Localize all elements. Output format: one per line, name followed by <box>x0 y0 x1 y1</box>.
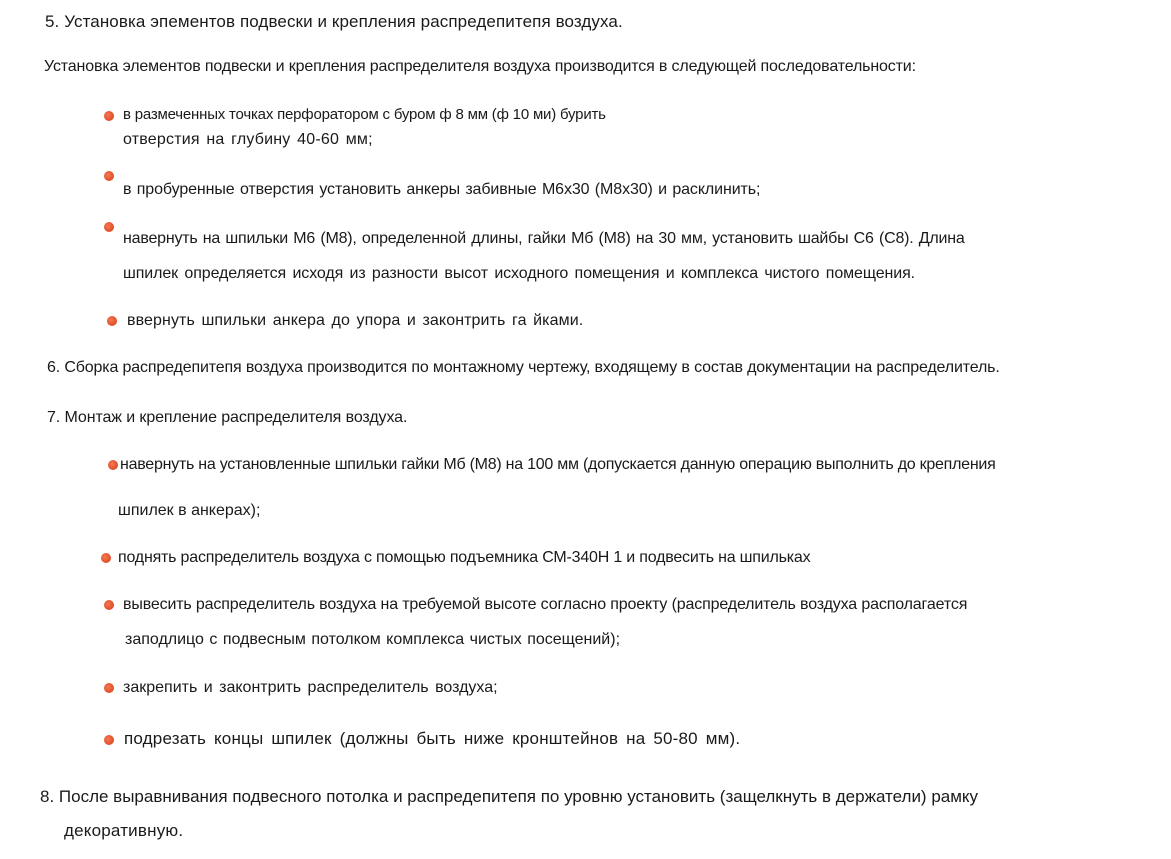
section-7-heading: Монтаж и крепление распределителя воздуха. <box>64 409 408 426</box>
section-7-heading-row <box>47 408 407 428</box>
orange-dot-icon <box>107 316 117 326</box>
section-7-item-1-line-1: навернуть на установленные шпильки гайки Мб (М8) на 100 мм (допускается данную операцию выполнить до крепления <box>120 456 996 473</box>
section-5-item-3-line-1: навернуть на шпильки М6 (М8), определенной длины, гайки Мб (М8) на 30 мм, установить шайбы С6 (С8). Длина <box>123 230 965 247</box>
section-5-intro: Установка элементов подвески и крепления распределителя воздуха производится в следующей последовательности: <box>44 58 916 75</box>
orange-dot-icon <box>104 600 114 610</box>
orange-dot-icon <box>104 171 114 181</box>
section-8-line-2: декоративную. <box>64 821 184 840</box>
section-5-item-2: в пробуренные отверстия установить анкеры забивные М6х30 (М8х30) и расклинить; <box>123 181 761 198</box>
orange-dot-icon <box>104 735 114 745</box>
orange-dot-icon <box>101 553 111 563</box>
section-7-number: 7. <box>47 409 61 426</box>
section-5-item-3-line-2: шпилек определяется исходя из разности высот исходного помещения и комплекса чистого помещения. <box>123 265 916 282</box>
section-7-item-3-line-1: вывесить распределитель воздуха на требуемой высоте согласно проекту (распределитель воздуха располагается <box>123 596 968 613</box>
section-7-item-4: закрепить и законтрить распределитель воздуха; <box>123 679 498 696</box>
section-7-item-3-line-2: заподлицо с подвесным потолком комплекса чистых посещений); <box>125 631 621 648</box>
orange-dot-icon <box>104 111 114 121</box>
section-5-heading: 5. Установка эпементов подвески и крепления распредепитепя воздуха. <box>45 12 623 31</box>
section-6-text: Сборка распредепитепя воздуха производится по монтажному чертежу, входящему в состав документации на распределитель. <box>64 359 1000 376</box>
section-7-item-5: подрезать концы шпилек (должны быть ниже кронштейнов на 50-80 мм). <box>124 729 741 748</box>
orange-dot-icon <box>108 460 118 470</box>
section-5-item-4: ввернуть шпильки анкера до упора и законтрить га йками. <box>127 312 584 329</box>
section-7-item-1-line-2: шпилек в анкерах); <box>118 502 261 519</box>
section-5-item-1-line-2: отверстия на глубину 40-60 мм; <box>123 131 373 148</box>
section-5-item-1-line-1: в размеченных точках перфоратором с буром ф 8 мм (ф 10 ми) бурить <box>123 106 606 123</box>
section-6-number: 6. <box>47 359 61 376</box>
orange-dot-icon <box>104 683 114 693</box>
orange-dot-icon <box>104 222 114 232</box>
section-7-item-2: поднять распределитель воздуха с помощью подъемника СМ-340Н 1 и подвесить на шпильках <box>118 549 811 566</box>
section-8-line-1: 8. После выравнивания подвесного потолка и распредепитепя по уровню установить (защелкнуть в держатели) рамку <box>40 787 979 806</box>
section-6 <box>47 358 1000 378</box>
